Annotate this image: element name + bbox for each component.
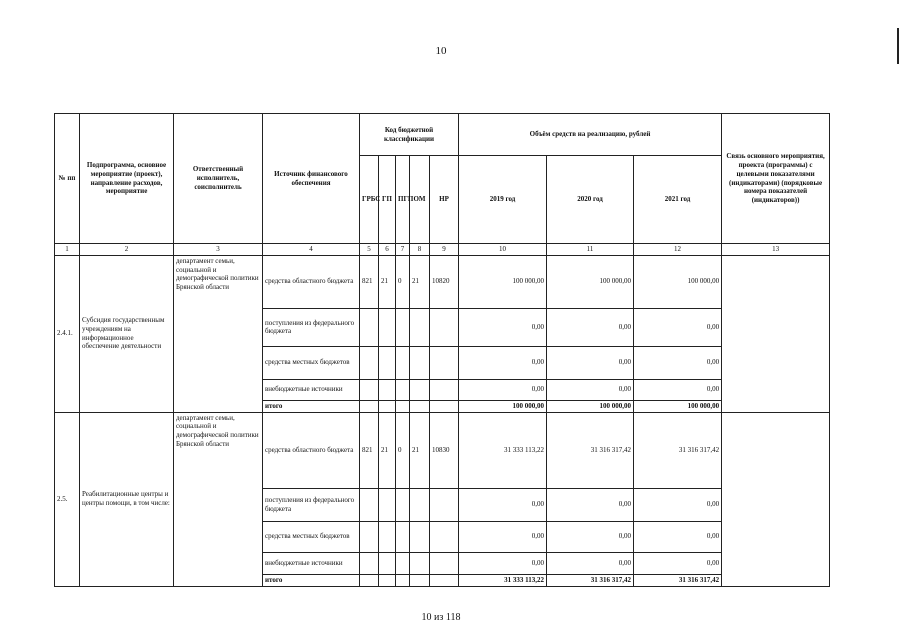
grbs-cell: [360, 379, 379, 400]
col-number: 11: [547, 244, 634, 256]
grbs-cell: [360, 552, 379, 574]
value-2019: 0,00: [459, 552, 547, 574]
pgp-cell: [396, 552, 410, 574]
grbs-cell: 821: [360, 255, 379, 308]
source-cell: итого: [263, 400, 360, 412]
page-number: 10: [435, 45, 447, 57]
grbs-cell: [360, 346, 379, 379]
page-footer: 10 из 118: [421, 612, 461, 623]
gp-cell: [379, 574, 396, 586]
pgp-cell: [396, 346, 410, 379]
col-number: 5: [360, 244, 379, 256]
indicator-link-cell: [722, 412, 830, 586]
grbs-cell: [360, 574, 379, 586]
value-2019: 0,00: [459, 521, 547, 552]
pgp-cell: [396, 521, 410, 552]
header-num: № пп: [55, 114, 80, 244]
grbs-cell: 821: [360, 412, 379, 488]
col-number: 8: [410, 244, 430, 256]
table-row: [55, 412, 830, 488]
program-name: Реабилитационные центры и центры помощи, в том числе:: [80, 412, 174, 586]
om-cell: [410, 574, 430, 586]
indicator-link-cell: [722, 255, 830, 412]
value-2020: 0,00: [547, 521, 634, 552]
budget-table: [54, 113, 830, 587]
col-number: 6: [379, 244, 396, 256]
value-2019: 31 333 113,22: [459, 574, 547, 586]
nr-cell: [430, 552, 459, 574]
value-2019: 31 333 113,22: [459, 412, 547, 488]
header-program: Подпрограмма, основное мероприятие (проект), направление расходов, мероприятие: [80, 114, 174, 244]
om-cell: [410, 521, 430, 552]
header-om: ОМ: [410, 156, 430, 244]
header-year-2020: 2020 год: [547, 156, 634, 244]
header-row-top: [55, 114, 830, 156]
gp-cell: [379, 400, 396, 412]
nr-cell: [430, 346, 459, 379]
value-2020: 0,00: [547, 488, 634, 521]
source-cell: средства областного бюджета: [263, 255, 360, 308]
gp-cell: [379, 552, 396, 574]
scan-edge-mark: [897, 28, 899, 64]
gp-cell: [379, 346, 396, 379]
om-cell: 21: [410, 255, 430, 308]
value-2019: 100 000,00: [459, 255, 547, 308]
nr-cell: [430, 400, 459, 412]
executor-name: департамент семьи, социальной и демографической политики Брянской области: [174, 255, 263, 412]
header-nr: НР: [430, 156, 459, 244]
value-2020: 100 000,00: [547, 400, 634, 412]
pgp-cell: 0: [396, 255, 410, 308]
pgp-cell: [396, 379, 410, 400]
gp-cell: [379, 379, 396, 400]
col-number: 2: [80, 244, 174, 256]
gp-cell: [379, 488, 396, 521]
om-cell: [410, 552, 430, 574]
column-number-row: [55, 244, 830, 256]
header-year-2021: 2021 год: [634, 156, 722, 244]
value-2020: 0,00: [547, 346, 634, 379]
header-year-2019: 2019 год: [459, 156, 547, 244]
value-2019: 0,00: [459, 346, 547, 379]
value-2021: 0,00: [634, 308, 722, 346]
value-2020: 100 000,00: [547, 255, 634, 308]
om-cell: [410, 400, 430, 412]
row-number: 2.4.1.: [55, 255, 80, 412]
value-2020: 31 316 317,42: [547, 574, 634, 586]
col-number: 7: [396, 244, 410, 256]
gp-cell: 21: [379, 412, 396, 488]
col-number: 13: [722, 244, 830, 256]
nr-cell: 10820: [430, 255, 459, 308]
pgp-cell: 0: [396, 412, 410, 488]
value-2020: 0,00: [547, 552, 634, 574]
om-cell: [410, 379, 430, 400]
header-executor: Ответственный исполнитель, соисполнитель: [174, 114, 263, 244]
pgp-cell: [396, 308, 410, 346]
nr-cell: [430, 379, 459, 400]
value-2019: 0,00: [459, 308, 547, 346]
nr-cell: [430, 308, 459, 346]
value-2019: 100 000,00: [459, 400, 547, 412]
header-volume: Объём средств на реализацию, рублей: [459, 114, 722, 156]
nr-cell: [430, 488, 459, 521]
source-cell: поступления из федерального бюджета: [263, 308, 360, 346]
value-2021: 0,00: [634, 346, 722, 379]
nr-cell: [430, 574, 459, 586]
col-number: 1: [55, 244, 80, 256]
col-number: 4: [263, 244, 360, 256]
table-row: [55, 255, 830, 308]
om-cell: 21: [410, 412, 430, 488]
source-cell: итого: [263, 574, 360, 586]
source-cell: внебюджетные источники: [263, 379, 360, 400]
gp-cell: 21: [379, 255, 396, 308]
value-2021: 31 316 317,42: [634, 574, 722, 586]
source-cell: средства областного бюджета: [263, 412, 360, 488]
value-2021: 0,00: [634, 488, 722, 521]
value-2020: 31 316 317,42: [547, 412, 634, 488]
pgp-cell: [396, 488, 410, 521]
gp-cell: [379, 521, 396, 552]
grbs-cell: [360, 488, 379, 521]
om-cell: [410, 488, 430, 521]
value-2021: 100 000,00: [634, 255, 722, 308]
nr-cell: 10830: [430, 412, 459, 488]
source-cell: поступления из федерального бюджета: [263, 488, 360, 521]
om-cell: [410, 346, 430, 379]
value-2021: 0,00: [634, 379, 722, 400]
value-2019: 0,00: [459, 488, 547, 521]
value-2020: 0,00: [547, 308, 634, 346]
program-name: Субсидия государственным учреждениям на информационное обеспечение деятельности: [80, 255, 174, 412]
col-number: 3: [174, 244, 263, 256]
header-gp: ГП: [379, 156, 396, 244]
grbs-cell: [360, 308, 379, 346]
value-2021: 100 000,00: [634, 400, 722, 412]
gp-cell: [379, 308, 396, 346]
value-2019: 0,00: [459, 379, 547, 400]
value-2021: 31 316 317,42: [634, 412, 722, 488]
col-number: 10: [459, 244, 547, 256]
header-source: Источник финансового обеспечения: [263, 114, 360, 244]
source-cell: средства местных бюджетов: [263, 346, 360, 379]
source-cell: внебюджетные источники: [263, 552, 360, 574]
header-budget-code: Код бюджетной классификации: [360, 114, 459, 156]
nr-cell: [430, 521, 459, 552]
pgp-cell: [396, 574, 410, 586]
header-grbs: ГРБС: [360, 156, 379, 244]
value-2021: 0,00: [634, 552, 722, 574]
col-number: 9: [430, 244, 459, 256]
pgp-cell: [396, 400, 410, 412]
value-2021: 0,00: [634, 521, 722, 552]
header-link: Связь основного мероприятия, проекта (программы) с целевыми показателями (индикаторами) (порядковые номера показателей (индикаторов)): [722, 114, 830, 244]
row-number: 2.5.: [55, 412, 80, 586]
grbs-cell: [360, 400, 379, 412]
grbs-cell: [360, 521, 379, 552]
executor-name: департамент семьи, социальной и демографической политики Брянской области: [174, 412, 263, 586]
header-pgp: ПГП: [396, 156, 410, 244]
col-number: 12: [634, 244, 722, 256]
om-cell: [410, 308, 430, 346]
value-2020: 0,00: [547, 379, 634, 400]
source-cell: средства местных бюджетов: [263, 521, 360, 552]
